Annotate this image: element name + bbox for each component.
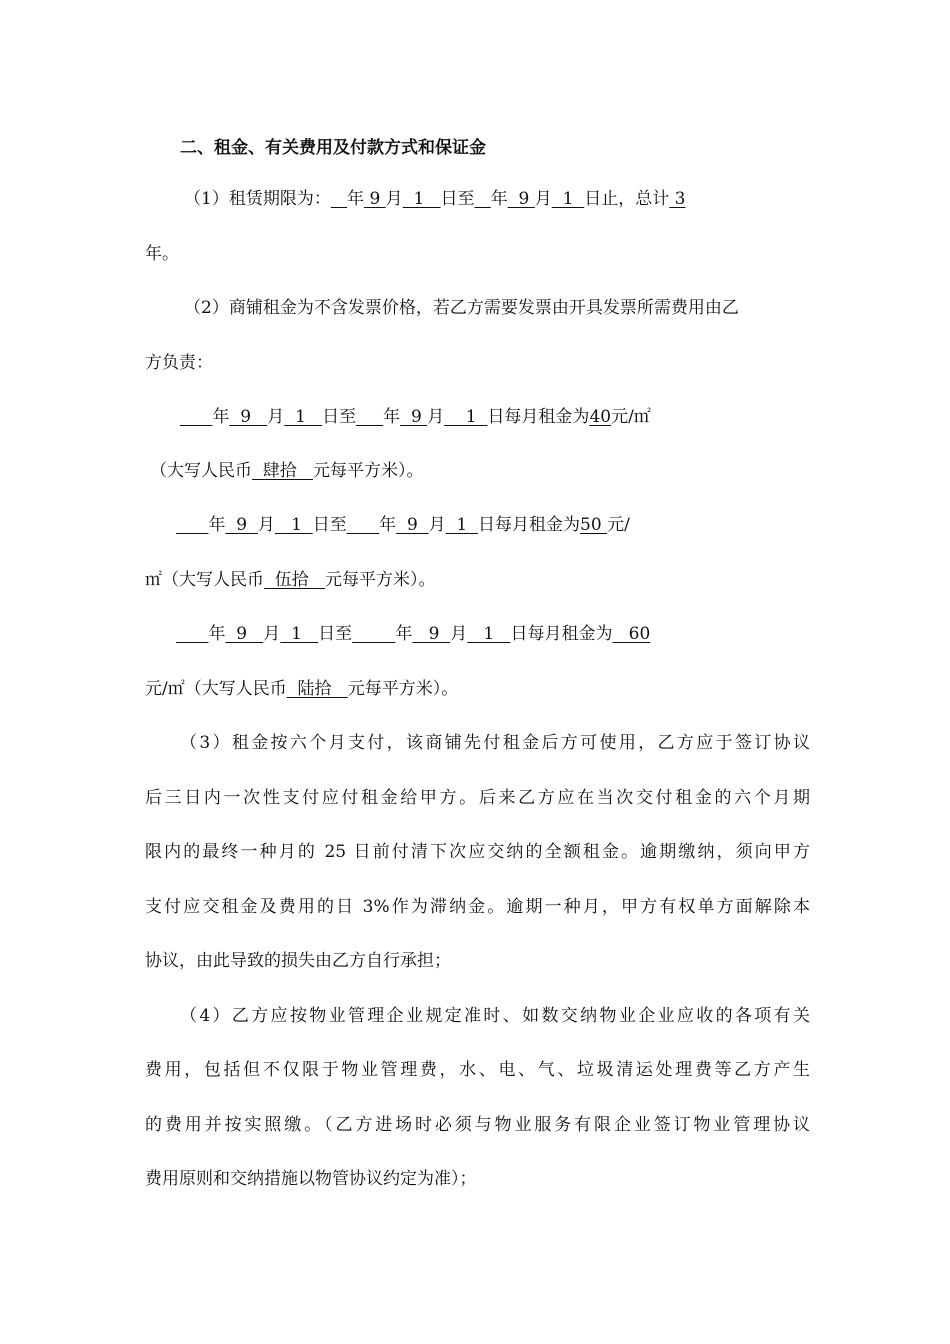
label-month: 月 <box>427 407 445 427</box>
p4-line-3: 的费用并按实照缴。（乙方进场时必须与物业服务有限企业签订物业管理协议 <box>145 1115 810 1135</box>
rent2-unit: 元/ <box>607 515 630 535</box>
rent2-capital-amount: 伍拾 <box>264 570 326 590</box>
label-end-total: 日止，总计 <box>584 189 670 209</box>
rent1-unit: 元/㎡ <box>611 407 651 427</box>
end-day: 1 <box>551 189 585 209</box>
rent2-end-year <box>347 515 379 535</box>
start-month: 9 <box>364 189 386 209</box>
rent3-line <box>176 622 806 646</box>
rent3-price: 60 <box>612 624 651 644</box>
start-day: 1 <box>402 189 441 209</box>
capital-suffix: 元每平方米）。 <box>325 570 436 590</box>
capital-suffix: 元每平方米）。 <box>347 679 459 699</box>
p4-line-1: （4）乙方应按物业管理企业规定准时、如数交纳物业企业应收的各项有关 <box>180 1006 810 1026</box>
rent2-start-month: 9 <box>225 515 258 535</box>
label-month: 月 <box>263 624 281 644</box>
start-year <box>331 189 347 209</box>
label-month: 月 <box>534 189 552 209</box>
rent2-price: 50 <box>580 515 608 535</box>
rent2-capital <box>145 568 810 592</box>
term-line <box>184 187 810 211</box>
p4-line-4: 费用原则和交纳措施以物管协议约定为准）； <box>145 1169 477 1189</box>
label-monthly-rent: 日每月租金为 <box>510 624 613 644</box>
rent1-start-year <box>180 407 212 427</box>
label-month: 月 <box>428 515 446 535</box>
label-day-to: 日至 <box>318 624 353 644</box>
capital-suffix: 元每平方米）。 <box>313 461 424 481</box>
label-month: 月 <box>450 624 468 644</box>
label-day-to: 日至 <box>440 189 475 209</box>
p2-line-2: 方负责： <box>145 353 213 373</box>
p3-line-5: 协议，由此导致的损失由乙方自行承担； <box>145 951 451 971</box>
label-month: 月 <box>257 515 275 535</box>
rent2-start-day: 1 <box>274 515 313 535</box>
p3-line-1: （3）租金按六个月支付，该商铺先付租金后方可使用，乙方应于签订协议 <box>180 733 810 753</box>
label-year: 年 <box>490 189 508 209</box>
section-heading: 二、租金、有关费用及付款方式和保证金 <box>180 138 486 158</box>
rent1-start-month: 9 <box>229 407 268 427</box>
rent1-line <box>180 405 810 429</box>
rent2-end-month: 9 <box>396 515 429 535</box>
rent2-start-year <box>176 515 208 535</box>
term-tail: 年。 <box>145 244 179 264</box>
capital-prefix: （大写人民币 <box>162 570 264 590</box>
total-years: 3 <box>669 189 686 209</box>
label-monthly-rent: 日每月租金为 <box>487 407 590 427</box>
label-day-to: 日至 <box>312 515 347 535</box>
p4-line-2: 费用，包括但不仅限于物业管理费，水、电、气、垃圾清运处理费等乙方产生 <box>145 1060 810 1080</box>
end-month: 9 <box>507 189 535 209</box>
rent3-start-day: 1 <box>280 624 319 644</box>
rent2-unit-cont: ㎡ <box>145 570 162 590</box>
rent3-unit: 元/㎡ <box>145 679 185 699</box>
rent1-end-month: 9 <box>400 407 428 427</box>
p3-line-2: 后三日内一次性支付应付租金给甲方。后来乙方应在当次交付租金的六个月期 <box>145 788 810 808</box>
rent1-end-day: 1 <box>444 407 488 427</box>
rent1-price: 40 <box>589 407 612 427</box>
rent1-end-year <box>356 407 383 427</box>
rent1-capital <box>150 459 815 483</box>
label-year: 年 <box>212 407 230 427</box>
p3-line-3: 限内的最终一种月的 25 日前付清下次应交纳的全额租金。逾期缴纳，须向甲方 <box>145 842 810 862</box>
term-intro: （1）租赁期限为： <box>184 189 331 209</box>
rent1-capital-amount: 肆拾 <box>252 461 314 481</box>
rent2-end-day: 1 <box>445 515 479 535</box>
capital-prefix: （大写人民币 <box>184 679 287 699</box>
end-year <box>475 189 491 209</box>
rent3-end-month: 9 <box>412 624 451 644</box>
rent3-end-year <box>352 624 395 644</box>
p2-line-1: （2）商铺租金为不含发票价格，若乙方需要发票由开具发票所需费用由乙 <box>184 298 739 318</box>
label-year: 年 <box>347 189 365 209</box>
rent3-capital <box>145 677 810 701</box>
label-year: 年 <box>379 515 397 535</box>
rent3-start-year <box>176 624 208 644</box>
rent3-start-month: 9 <box>225 624 264 644</box>
rent2-line <box>176 513 806 537</box>
label-year: 年 <box>208 515 226 535</box>
rent3-end-day: 1 <box>467 624 511 644</box>
label-month: 月 <box>385 189 403 209</box>
label-monthly-rent: 日每月租金为 <box>478 515 581 535</box>
rent3-capital-amount: 陆拾 <box>286 679 348 699</box>
label-year: 年 <box>208 624 226 644</box>
label-year: 年 <box>395 624 413 644</box>
label-month: 月 <box>267 407 285 427</box>
capital-prefix: （大写人民币 <box>150 461 252 481</box>
rent1-start-day: 1 <box>284 407 323 427</box>
label-year: 年 <box>383 407 401 427</box>
p3-line-4: 支付应交租金及费用的日 3%作为滞纳金。逾期一种月，甲方有权单方面解除本 <box>145 897 810 917</box>
label-day-to: 日至 <box>322 407 357 427</box>
